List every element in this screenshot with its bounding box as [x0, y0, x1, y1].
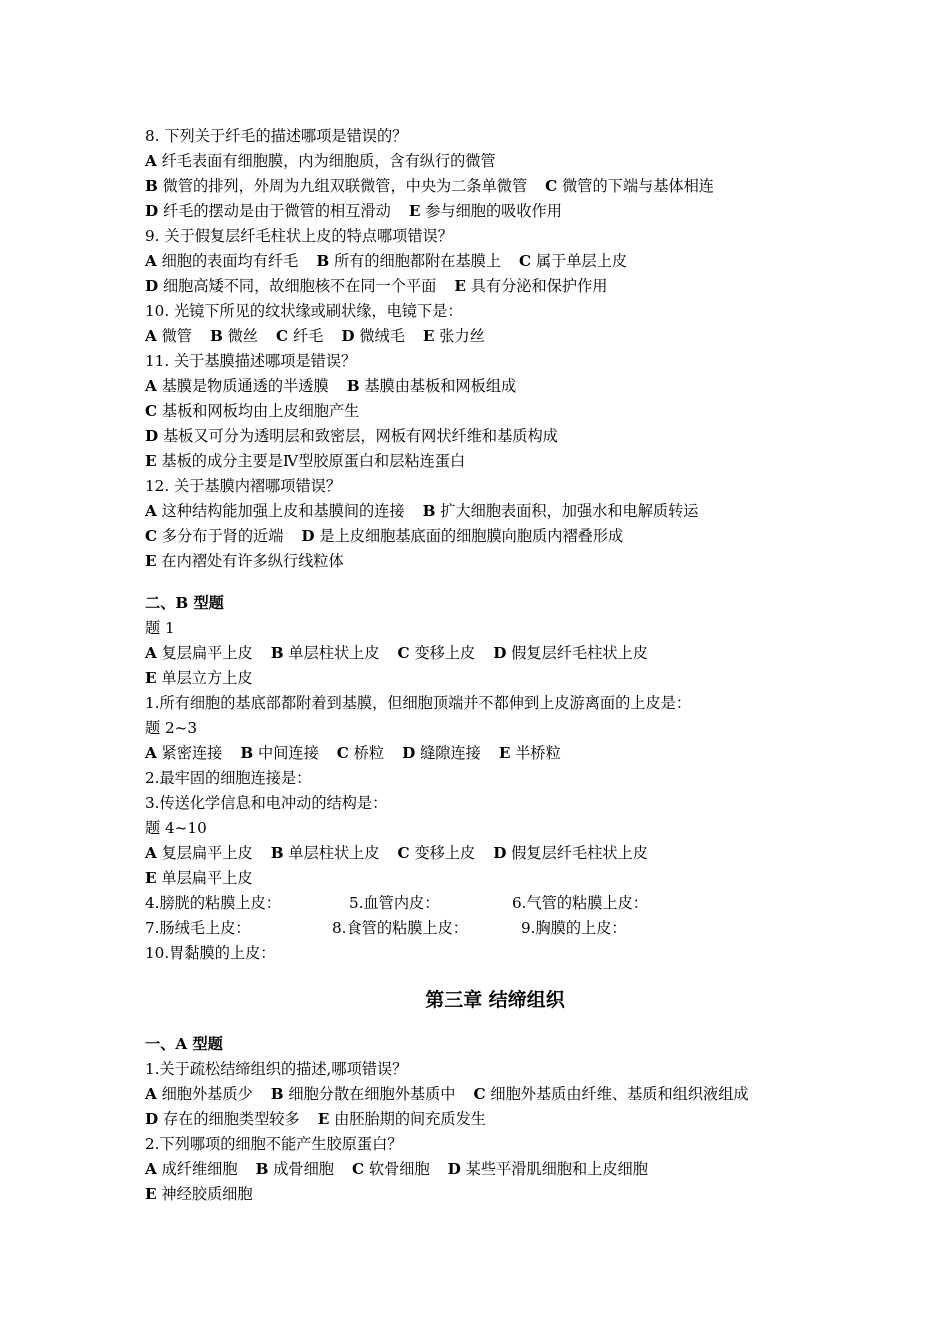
- answer-option: D 假复层纤毛柱状上皮: [493, 644, 648, 662]
- option-letter: E: [145, 1185, 157, 1203]
- option-row: [145, 1157, 825, 1182]
- answer-option: D 假复层纤毛柱状上皮: [493, 844, 648, 862]
- answer-option: B 单层柱状上皮: [270, 844, 380, 862]
- answer-option: E 参与细胞的吸收作用: [408, 202, 562, 220]
- section-heading-b-type: 二、B 型题: [145, 594, 224, 612]
- matching-row: [145, 891, 825, 916]
- option-letter: E: [145, 869, 157, 887]
- option-letter: C: [519, 252, 532, 270]
- answer-option: D 纤毛的摆动是由于微管的相互滑动: [145, 202, 391, 220]
- option-row: [145, 666, 825, 691]
- answer-option: C 桥粒: [336, 744, 385, 762]
- option-letter: B: [270, 1085, 284, 1103]
- option-letter: C: [397, 844, 410, 862]
- option-letter: E: [145, 552, 157, 570]
- answer-option: E 基板的成分主要是Ⅳ型胶原蛋白和层粘连蛋白: [145, 452, 466, 470]
- answer-option: D 基板又可分为透明层和致密层，网板有网状纤维和基质构成: [145, 427, 558, 445]
- question-text: 11. 关于基膜描述哪项是错误？: [145, 352, 357, 370]
- matching-item: 9.胸膜的上皮：: [521, 919, 627, 937]
- option-letter: D: [493, 844, 507, 862]
- chapter-title: 第三章 结缔组织: [425, 989, 565, 1011]
- option-letter: D: [145, 427, 159, 445]
- question-text: 10. 光镜下所见的纹状缘或刷状缘，电镜下是：: [145, 302, 463, 320]
- answer-option: D 存在的细胞类型较多: [145, 1110, 300, 1128]
- answer-option: B 基膜由基板和网板组成: [346, 377, 517, 395]
- answer-option: D 细胞高矮不同，故细胞核不在同一个平面: [145, 277, 437, 295]
- option-letter: D: [145, 277, 159, 295]
- answer-option: A 复层扁平上皮: [145, 844, 253, 862]
- option-row: [145, 641, 825, 666]
- option-letter: A: [145, 327, 157, 345]
- option-letter: B: [240, 744, 254, 762]
- option-letter: E: [408, 202, 421, 220]
- question-text: 题 2~3: [145, 719, 198, 737]
- option-letter: C: [545, 177, 558, 195]
- option-letter: D: [301, 527, 315, 545]
- option-letter: B: [145, 177, 158, 195]
- option-letter: A: [145, 377, 157, 395]
- matching-item: 7.肠绒毛上皮：: [145, 919, 251, 937]
- answer-option: C 变移上皮: [397, 844, 476, 862]
- answer-option: E 单层扁平上皮: [145, 869, 253, 887]
- option-row: [145, 424, 825, 449]
- question-text: 10.胃黏膜的上皮：: [145, 944, 276, 962]
- answer-option: C 细胞外基质由纤维、基质和组织液组成: [473, 1085, 749, 1103]
- option-row: [145, 549, 825, 574]
- answer-option: A 细胞的表面均有纤毛: [145, 252, 299, 270]
- answer-option: E 张力丝: [422, 327, 485, 345]
- answer-option: D 微绒毛: [341, 327, 405, 345]
- answer-option: D 缝隙连接: [402, 744, 481, 762]
- matching-item: 4.膀胱的粘膜上皮：: [145, 894, 281, 912]
- answer-option: E 由胚胎期的间充质发生: [317, 1110, 486, 1128]
- matching-item: 8.食管的粘膜上皮：: [332, 919, 468, 937]
- answer-option: D 是上皮细胞基底面的细胞膜向胞质内褶叠形成: [301, 527, 624, 545]
- answer-option: D 某些平滑肌细胞和上皮细胞: [447, 1160, 648, 1178]
- question-text: 题 1: [145, 619, 175, 637]
- question-text: 8. 下列关于纤毛的描述哪项是错误的？: [145, 127, 408, 145]
- answer-option: B 微管的排列，外周为九组双联微管，中央为二条单微管: [145, 177, 528, 195]
- option-letter: B: [422, 502, 436, 520]
- matching-item: 5.血管内皮：: [349, 894, 440, 912]
- question-text: 1.所有细胞的基底部都附着到基膜，但细胞顶端并不都伸到上皮游离面的上皮是：: [145, 694, 692, 712]
- option-letter: D: [402, 744, 416, 762]
- matching-row: [145, 916, 825, 941]
- section-heading-a-type: 一、A 型题: [145, 1035, 223, 1053]
- question-text: 1.关于疏松结缔组织的描述,哪项错误？: [145, 1060, 408, 1078]
- question-text: 3.传送化学信息和电冲动的结构是：: [145, 794, 388, 812]
- answer-option: E 单层立方上皮: [145, 669, 253, 687]
- option-row: [145, 499, 825, 524]
- option-letter: A: [145, 152, 157, 170]
- option-letter: C: [145, 402, 158, 420]
- option-letter: B: [346, 377, 360, 395]
- option-letter: D: [447, 1160, 461, 1178]
- answer-option: E 半桥粒: [498, 744, 561, 762]
- answer-option: A 复层扁平上皮: [145, 644, 253, 662]
- answer-option: A 基膜是物质通透的半透膜: [145, 377, 329, 395]
- option-letter: A: [145, 1160, 157, 1178]
- option-letter: A: [145, 1085, 157, 1103]
- option-row: [145, 866, 825, 891]
- option-row: [145, 1107, 825, 1132]
- option-row: [145, 841, 825, 866]
- answer-option: C 纤毛: [276, 327, 324, 345]
- option-row: [145, 524, 825, 549]
- option-letter: B: [270, 844, 284, 862]
- answer-option: B 所有的细胞都附在基膜上: [316, 252, 502, 270]
- option-row: [145, 449, 825, 474]
- answer-option: A 纤毛表面有细胞膜，内为细胞质，含有纵行的微管: [145, 152, 496, 170]
- option-letter: D: [145, 202, 159, 220]
- option-letter: A: [145, 644, 157, 662]
- option-letter: C: [473, 1085, 486, 1103]
- option-letter: A: [145, 502, 157, 520]
- answer-option: B 扩大细胞表面积，加强水和电解质转运: [422, 502, 699, 520]
- option-letter: E: [145, 452, 157, 470]
- question-block-epithelium-a: [145, 124, 825, 574]
- option-letter: E: [422, 327, 435, 345]
- answer-option: B 中间连接: [240, 744, 319, 762]
- answer-option: C 基板和网板均由上皮细胞产生: [145, 402, 360, 420]
- option-letter: A: [145, 252, 157, 270]
- answer-option: B 微丝: [210, 327, 259, 345]
- option-row: [145, 741, 825, 766]
- answer-option: C 变移上皮: [397, 644, 476, 662]
- option-row: [145, 174, 825, 199]
- spacer: [145, 574, 825, 591]
- answer-option: B 成骨细胞: [255, 1160, 334, 1178]
- option-letter: A: [145, 844, 157, 862]
- option-letter: A: [145, 744, 157, 762]
- option-row: [145, 1082, 825, 1107]
- option-letter: B: [210, 327, 223, 345]
- answer-option: B 细胞分散在细胞外基质中: [270, 1085, 456, 1103]
- answer-option: E 在内褶处有许多纵行线粒体: [145, 552, 344, 570]
- option-letter: B: [255, 1160, 269, 1178]
- answer-option: A 紧密连接: [145, 744, 223, 762]
- answer-option: C 多分布于肾的近端: [145, 527, 284, 545]
- document-page: [145, 124, 825, 1207]
- option-row: [145, 399, 825, 424]
- option-letter: C: [145, 527, 158, 545]
- option-row: [145, 324, 825, 349]
- option-letter: E: [454, 277, 466, 295]
- option-letter: C: [336, 744, 349, 762]
- option-row: [145, 199, 825, 224]
- option-row: [145, 149, 825, 174]
- question-text: 2.最牢固的细胞连接是：: [145, 769, 312, 787]
- question-block-epithelium-b: [145, 616, 825, 966]
- answer-option: A 这种结构能加强上皮和基膜间的连接: [145, 502, 405, 520]
- question-text: 12. 关于基膜内褶哪项错误？: [145, 477, 342, 495]
- matching-item: 6.气管的粘膜上皮：: [512, 894, 648, 912]
- question-text: 9. 关于假复层纤毛柱状上皮的特点哪项错误？: [145, 227, 453, 245]
- option-row: [145, 1182, 825, 1207]
- answer-option: C 软骨细胞: [351, 1160, 430, 1178]
- answer-option: A 微管: [145, 327, 192, 345]
- option-letter: C: [351, 1160, 365, 1178]
- option-letter: D: [493, 644, 507, 662]
- option-letter: E: [145, 669, 157, 687]
- answer-option: B 单层柱状上皮: [270, 644, 380, 662]
- question-block-connective-a: [145, 1057, 825, 1207]
- option-letter: E: [317, 1110, 330, 1128]
- answer-option: A 细胞外基质少: [145, 1085, 253, 1103]
- answer-option: C 微管的下端与基体相连: [545, 177, 714, 195]
- answer-option: A 成纤维细胞: [145, 1160, 238, 1178]
- option-letter: B: [270, 644, 284, 662]
- option-letter: D: [145, 1110, 159, 1128]
- option-row: [145, 249, 825, 274]
- option-letter: B: [316, 252, 330, 270]
- option-letter: C: [276, 327, 289, 345]
- option-letter: D: [341, 327, 355, 345]
- answer-option: E 具有分泌和保护作用: [454, 277, 608, 295]
- option-letter: E: [498, 744, 511, 762]
- option-row: [145, 374, 825, 399]
- answer-option: C 属于单层上皮: [519, 252, 628, 270]
- question-text: 2.下列哪项的细胞不能产生胶原蛋白？: [145, 1135, 403, 1153]
- question-text: 题 4~10: [145, 819, 207, 837]
- option-row: [145, 274, 825, 299]
- answer-option: E 神经胶质细胞: [145, 1185, 253, 1203]
- option-letter: C: [397, 644, 410, 662]
